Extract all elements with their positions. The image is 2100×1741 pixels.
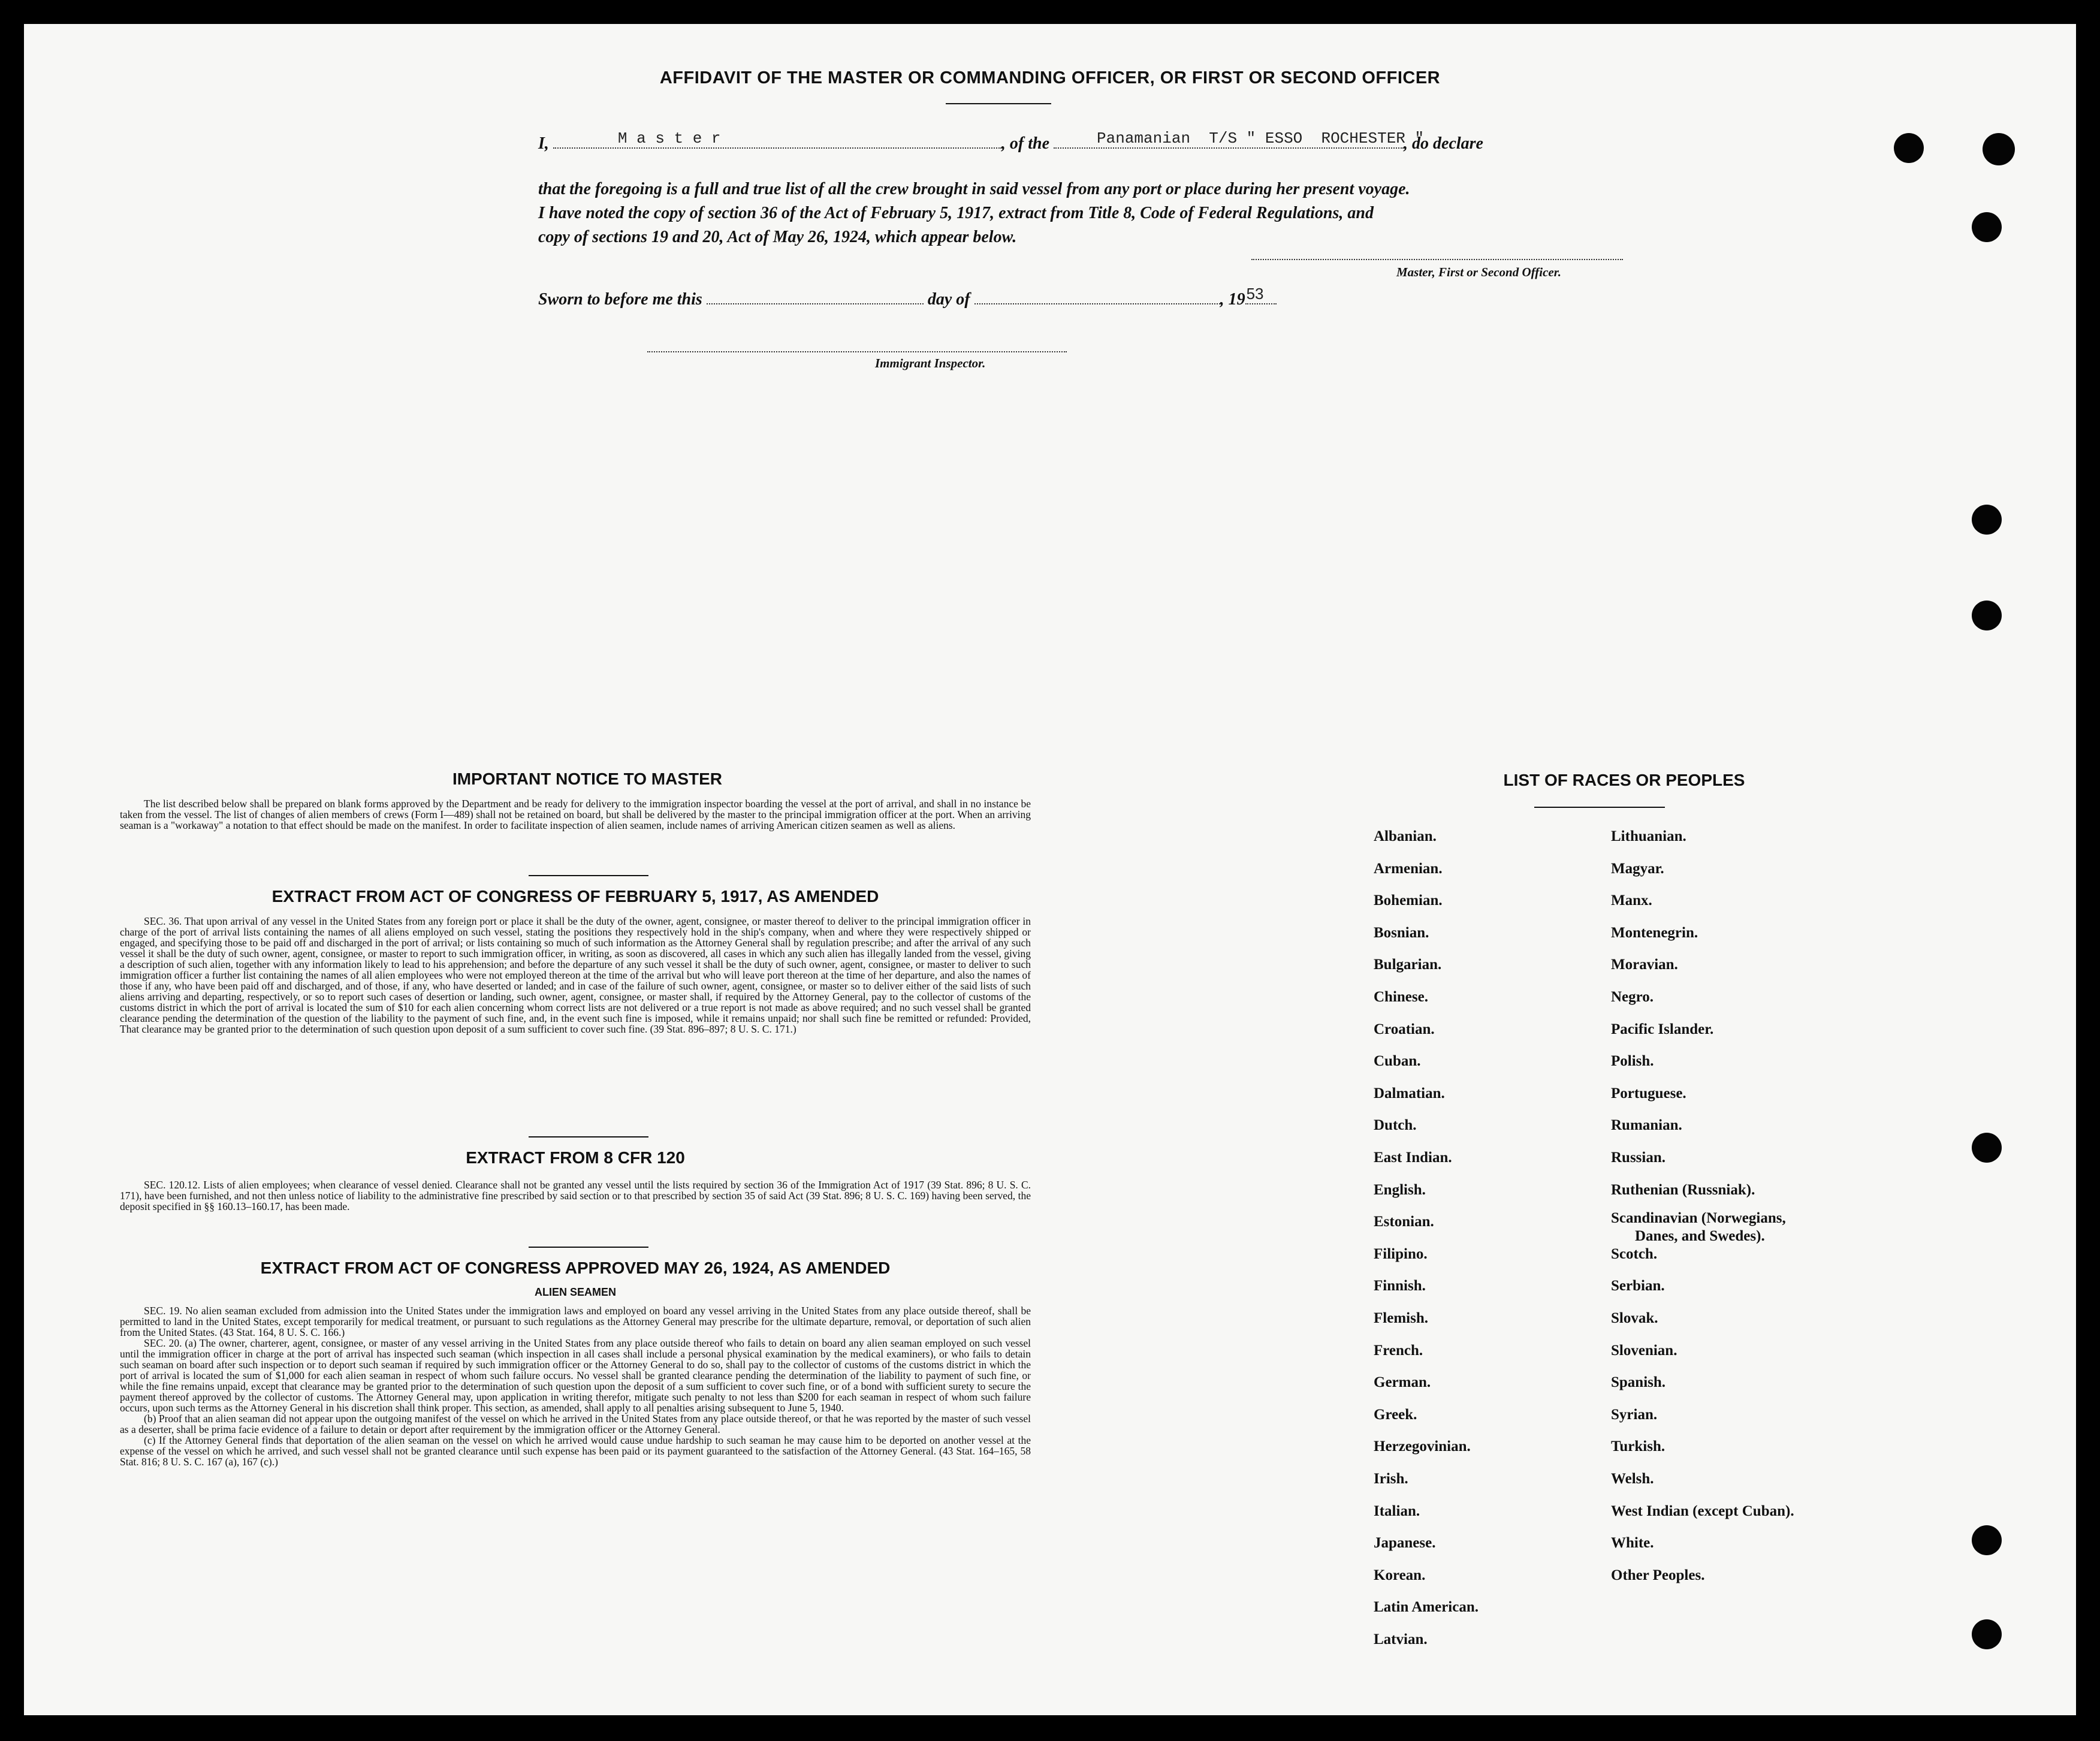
section-divider <box>529 1247 648 1248</box>
race-item: Finnish. <box>1374 1278 1426 1295</box>
race-item: Negro. <box>1611 989 1654 1005</box>
race-item: Rumanian. <box>1611 1117 1682 1134</box>
sworn-day-field <box>707 290 924 304</box>
punch-hole <box>1983 133 2015 165</box>
sec-19-text: SEC. 19. No alien seaman excluded from admission into the United States under the immigration laws and employed on board any vessel arriving in the United States from any place outside thereof, shall be permitted to land in the United States, except temporarily for medical treatment, or pursuant to such regulations as the Attorney General may prescribe for the ultimate departure, removal, or deportation of such alien from the United States. (43 Stat. 164, 8 U. S. C. 166.) <box>120 1305 1031 1338</box>
race-item: Korean. <box>1374 1567 1426 1583</box>
race-item: East Indian. <box>1374 1149 1452 1166</box>
race-item: Latvian. <box>1374 1631 1428 1648</box>
year-value: 53 <box>1246 285 1264 303</box>
notice-title: IMPORTANT NOTICE TO MASTER <box>452 770 723 788</box>
punch-hole <box>1972 1619 2002 1649</box>
race-item: Serbian. <box>1611 1278 1665 1295</box>
officer-title-field <box>553 129 1001 149</box>
notice-text: The list described below shall be prepared on blank forms approved by the Department and be ready for delivery to the immigration inspector boarding the vessel at the port of arrival, and shall in no instance be taken from the vessel. The list of changes of alien members of crews (Form I—489) shall not be retained on board, but shall be delivered by the master to the principal immigration officer at the port. When an arriving seaman is a "workaway" a notation to that effect should be made on the manifest. In order to facilitate inspection of alien seamen, include names of arriving American citizen seamen as well as aliens. <box>120 798 1031 831</box>
race-item: Polish. <box>1611 1053 1654 1070</box>
extract-1924-subtitle: ALIEN SEAMEN <box>534 1286 616 1298</box>
race-item: Lithuanian. <box>1611 828 1686 844</box>
punch-hole <box>1894 133 1924 163</box>
race-item: Filipino. <box>1374 1245 1428 1262</box>
race-item: Dutch. <box>1374 1117 1417 1134</box>
extract-1917-text: SEC. 36. That upon arrival of any vessel in the United States from any foreign port or place it shall be the duty of the owner, agent, consignee, or master thereof to deliver to the principal immigration officer in charge of the port of arrival lists containing the names of all aliens employed on such vessel, stating the positions they respectively hold in the ship's company, when and where they were respectively shipped or engaged, and specifying those to be paid off and discharged in the port of arrival; or lists containing so much of such information as the Attorney General shall by regulation prescribe; and after the arrival of any such vessel it shall be the duty of such owner, agent, consignee, or master to report to such immigration officer, in writing, as soon as discovered, all cases in which any such alien has illegally landed from the vessel, giving a description of such alien, together with any information likely to lead to his apprehension; and before the departure of any such vessel it shall be the duty of such owner, agent, consignee, or master to deliver to such immigration officer a further list containing the names of all alien employees who were not employed thereon at the time of the arrival but who will leave port thereon at the time of her departure, and also the names of those if any, who have been paid off and discharged, and of those, if any, who have deserted or landed; and in case of the failure of such owner, agent, consignee, or master so to deliver either of the said lists of such aliens arriving and departing, respectively, or so to report such cases of desertion or landing, such owner, agent, consignee, or master shall, if required by the Attorney General, pay to the collector of customs of the customs district in which the port of arrival is located the sum of $10 for each alien concerning whom correct lists are not delivered or a true report is not made as above required; and no such vessel shall be granted clearance pending the determination of the question of the liability to the payment of such fine, and, in the event such fine is imposed, while it remains unpaid; nor shall such fine be remitted or refunded: Provided, That clearance may be granted prior to the determination of such question upon deposit of a sum sufficient to cover such fine. (39 Stat. 896–897; 8 U. S. C. 171.) <box>120 915 1031 1035</box>
race-item: Manx. <box>1611 892 1652 909</box>
extract-cfr-title: EXTRACT FROM 8 CFR 120 <box>466 1148 685 1167</box>
race-item: French. <box>1374 1342 1423 1359</box>
document-page <box>24 24 2076 1715</box>
year-prefix: , 19 <box>1220 290 1245 309</box>
race-item: Italian. <box>1374 1502 1420 1519</box>
race-item: Armenian. <box>1374 860 1443 877</box>
race-item: Japanese. <box>1374 1535 1436 1552</box>
declaration-line-2: that the foregoing is a full and true list of all the crew brought in said vessel from any port or place during her present voyage. <box>538 180 1410 198</box>
extract-1917-title: EXTRACT FROM ACT OF CONGRESS OF FEBRUARY 5, 1917, AS AMENDED <box>271 887 879 906</box>
race-item: Bohemian. <box>1374 892 1443 909</box>
race-item: Pacific Islander. <box>1611 1021 1714 1037</box>
race-item: Dalmatian. <box>1374 1085 1445 1102</box>
race-item: Bosnian. <box>1374 924 1429 941</box>
race-item: Chinese. <box>1374 989 1428 1005</box>
sworn-month-field <box>974 290 1220 304</box>
extract-1917-block <box>120 916 1031 1034</box>
notice-text-block <box>120 798 1031 831</box>
extract-1924-block <box>120 1305 1031 1467</box>
section-divider <box>529 875 648 876</box>
inspector-signature-line <box>647 350 1067 352</box>
race-item: Welsh. <box>1611 1471 1654 1487</box>
year-field <box>1245 285 1277 304</box>
title-divider <box>946 103 1051 104</box>
declaration-line-1 <box>538 129 1483 153</box>
race-item: Greek. <box>1374 1406 1417 1423</box>
word-i: I, <box>538 134 549 153</box>
punch-hole <box>1972 505 2002 535</box>
declaration-line-3: I have noted the copy of section 36 of the Act of February 5, 1917, extract from Title 8, Code of Federal Regulations, and <box>538 204 1374 222</box>
affidavit-title: AFFIDAVIT OF THE MASTER OR COMMANDING OFFICER, OR FIRST OR SECOND OFFICER <box>659 68 1441 87</box>
race-item: Slovenian. <box>1611 1342 1677 1359</box>
vessel-name-value: Panamanian T/S " ESSO ROCHESTER " <box>1097 129 1425 147</box>
races-divider <box>1534 807 1665 808</box>
extract-cfr-text: SEC. 120.12. Lists of alien employees; when clearance of vessel denied. Clearance shall not be granted any vessel until the lists required by section 36 of the Immigration Act of 1917 (39 Stat. 896; 8 U. S. C. 171), have been furnished, and not then unless notice of liability to the administrative fine prescribed by said section or to that prescribed by section 35 of said Act (39 Stat. 896; 8 U. S. C. 169) having been served, the deposit specified in §§ 160.13–160.17, has been made. <box>120 1179 1031 1212</box>
word-do-declare: , do declare <box>1404 134 1483 153</box>
sec-20c-text: (c) If the Attorney General finds that deportation of the alien seaman on the vessel on which he arrived would cause undue hardship to such seaman he may cause him to be deported on another vessel at the expense of the vessel on which he arrived, and such vessel shall not be granted clearance until such expense has been paid or its payment guaranteed to the satisfaction of the Attorney General. (43 Stat. 164–165, 58 Stat. 816; 8 U. S. C. 167 (a), 167 (c).) <box>120 1434 1031 1468</box>
sec-20a-text: SEC. 20. (a) The owner, charterer, agent, consignee, or master of any vessel arriving in the United States from any place outside thereof who fails to detain on board any alien seaman employed on such vessel until the immigration officer in charge at the port of arrival has inspected such seaman (which inspection in all cases shall include a personal physical examination by the medical examiners), or who fails to detain such seaman on board after such inspection or to deport such seaman if required by such immigration officer or the Attorney General to do so, shall pay to the collector of customs of the customs district in which the port of arrival is located the sum of $1,000 for each alien seaman in respect of whom such failure occurs. No vessel shall be granted clearance pending the determination of the liability to payment of such fine, or while the fine remains unpaid, except that clearance may be granted prior to the determination of such question upon the deposit of a sum sufficient to cover such fine, or of a bond with sufficient surety to secure the payment thereof approved by the collector of customs. The Attorney General may, upon application in writing therefor, mitigate such penalty to not less than $200 for each seaman in respect of whom such failure occurs, upon such terms as the Attorney General in his discretion shall think proper. This section, as amended, shall apply to all penalties arising subsequent to June 5, 1940. <box>120 1337 1031 1414</box>
race-item: Other Peoples. <box>1611 1567 1705 1583</box>
race-item: Latin American. <box>1374 1599 1479 1616</box>
punch-hole <box>1972 1525 2002 1555</box>
race-item: Croatian. <box>1374 1021 1435 1037</box>
sworn-line <box>538 285 1277 309</box>
race-item: Bulgarian. <box>1374 957 1442 973</box>
race-item: Scandinavian (Norwegians, <box>1611 1210 1786 1227</box>
officer-title-value: M a s t e r <box>617 129 721 147</box>
race-item: Ruthenian (Russniak). <box>1611 1181 1755 1198</box>
day-of-text: day of <box>927 290 970 309</box>
punch-hole <box>1972 601 2002 630</box>
race-item: Russian. <box>1611 1149 1666 1166</box>
race-item: Spanish. <box>1611 1374 1666 1391</box>
race-item: Cuban. <box>1374 1053 1421 1070</box>
race-item: West Indian (except Cuban). <box>1611 1502 1794 1519</box>
races-title: LIST OF RACES OR PEOPLES <box>1503 771 1745 789</box>
race-item: White. <box>1611 1535 1654 1552</box>
punch-hole <box>1972 212 2002 242</box>
race-item: Scotch. <box>1611 1245 1658 1262</box>
race-item: Moravian. <box>1611 957 1678 973</box>
inspector-signature-caption: Immigrant Inspector. <box>875 356 986 370</box>
master-signature-caption: Master, First or Second Officer. <box>1396 265 1561 279</box>
sec-20b-text: (b) Proof that an alien seaman did not appear upon the outgoing manifest of the vessel on which he arrived in the United States from any place outside thereof, or that he was reported by the master of such vessel as a deserter, shall be prima facie evidence of a failure to detain or deport after requirement by the immigration officer or the Attorney General. <box>120 1413 1031 1435</box>
race-item: Flemish. <box>1374 1310 1428 1326</box>
race-item: Herzegovinian. <box>1374 1438 1471 1455</box>
word-of-the: , of the <box>1001 134 1050 153</box>
race-item: Albanian. <box>1374 828 1437 844</box>
section-divider <box>529 1136 648 1137</box>
race-item: Portuguese. <box>1611 1085 1686 1102</box>
declaration-line-4: copy of sections 19 and 20, Act of May 26, 1924, which appear below. <box>538 228 1017 246</box>
race-item: German. <box>1374 1374 1431 1391</box>
race-item: Slovak. <box>1611 1310 1658 1326</box>
extract-cfr-block <box>120 1179 1031 1212</box>
race-item: English. <box>1374 1181 1426 1198</box>
vessel-field <box>1054 129 1425 149</box>
race-item: Turkish. <box>1611 1438 1665 1455</box>
master-signature-line <box>1251 258 1623 260</box>
race-item: Magyar. <box>1611 860 1664 877</box>
extract-1924-title: EXTRACT FROM ACT OF CONGRESS APPROVED MAY 26, 1924, AS AMENDED <box>260 1259 891 1277</box>
race-item: Irish. <box>1374 1471 1408 1487</box>
race-item: Syrian. <box>1611 1406 1658 1423</box>
race-item: Estonian. <box>1374 1214 1434 1230</box>
punch-hole <box>1972 1133 2002 1163</box>
race-item: Danes, and Swedes). <box>1635 1228 1765 1245</box>
race-item: Montenegrin. <box>1611 924 1698 941</box>
sworn-text: Sworn to before me this <box>538 290 702 309</box>
